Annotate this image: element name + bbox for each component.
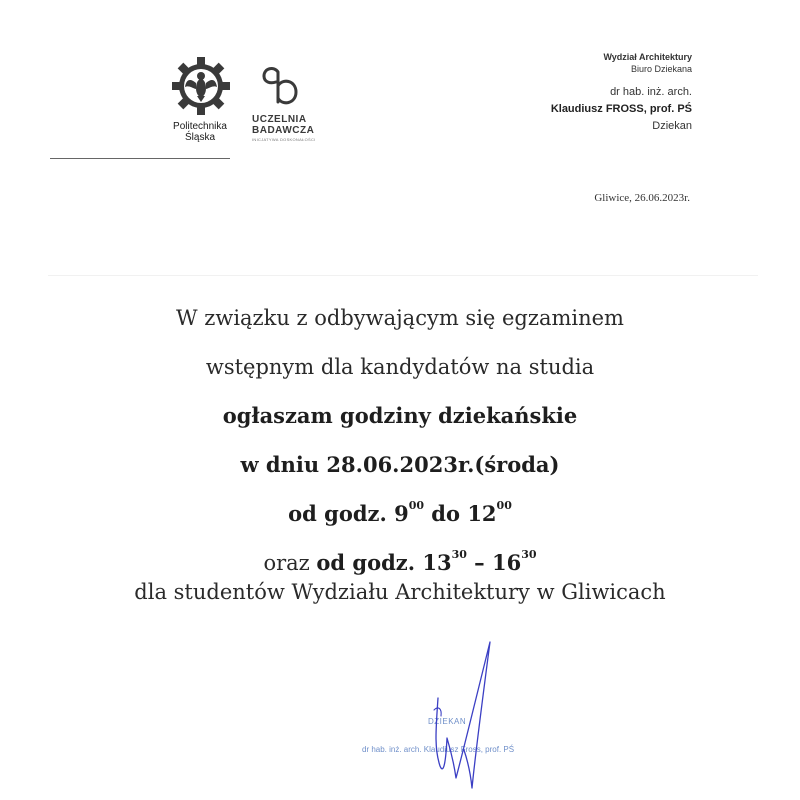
announcement-line-3: ogłaszam godziny dziekańskie (222, 403, 578, 428)
hours-line-1 (0, 501, 800, 526)
hours2-from: od godz. 13 (316, 550, 452, 575)
announcement-line-2: wstępnym dla kandydatów na studia (205, 355, 595, 379)
dean-role: Dziekan (652, 120, 692, 132)
research-label-3: INICJATYWA DOSKONAŁOŚCI (252, 137, 316, 142)
announcement-date-line: w dniu 28.06.2023r.(środa) (240, 452, 560, 477)
hours-to: do 12 (424, 501, 497, 526)
hours2-to: – 16 (466, 550, 522, 575)
hours-conjunction: oraz (263, 551, 317, 575)
stamp-name: dr hab. inż. arch. Klaudiusz Fross, prof. PŚ (362, 745, 515, 754)
research-university-logo (246, 62, 326, 152)
announcement-line-1: W związku z odbywającym się egzaminem (176, 306, 624, 330)
hours-to-minutes: 00 (496, 499, 512, 512)
research-label-1: UCZELNIA (252, 114, 307, 125)
hours-line-2 (0, 550, 800, 575)
hours2-to-minutes: 30 (521, 548, 537, 561)
announcement-audience: dla studentów Wydziału Architektury w Gliwicach (134, 580, 666, 604)
hours-from-minutes: 00 (408, 499, 424, 512)
research-emblem-icon (260, 62, 300, 110)
dean-name: Klaudiusz FROSS, prof. PŚ (550, 103, 692, 115)
hours2-from-minutes: 30 (451, 548, 467, 561)
university-logo (160, 55, 240, 150)
dean-degree: dr hab. inż. arch. (610, 86, 692, 98)
office-name: Biuro Dziekana (630, 64, 692, 74)
research-label-2: BADAWCZA (252, 125, 315, 136)
department-name: Wydział Architektury (603, 52, 692, 62)
university-name: Politechnika Śląska (173, 121, 227, 143)
handwritten-signature (420, 638, 510, 798)
stamp-title: DZIEKAN (428, 717, 467, 726)
hours-from: od godz. 9 (288, 501, 409, 526)
header-divider (50, 158, 230, 159)
faint-divider (48, 275, 758, 276)
gear-eagle-icon (170, 55, 232, 117)
document-date: Gliwice, 26.06.2023r. (594, 192, 690, 204)
